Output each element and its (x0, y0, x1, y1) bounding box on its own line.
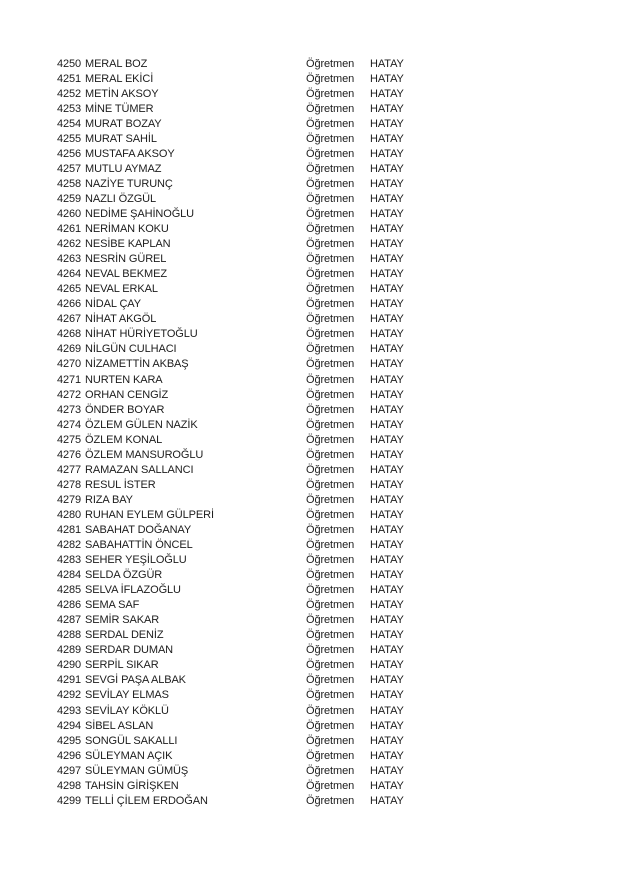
row-title: Öğretmen (306, 283, 355, 296)
row-title: Öğretmen (306, 358, 355, 371)
row-title: Öğretmen (306, 328, 355, 341)
row-number: 4259 (57, 192, 82, 205)
table-row (0, 282, 620, 297)
row-number: 4296 (57, 749, 82, 762)
row-name: NEVAL BEKMEZ (85, 268, 167, 281)
row-title: Öğretmen (306, 117, 355, 130)
table-row (0, 538, 620, 553)
row-name: NİLGÜN CULHACI (85, 343, 177, 356)
row-province: HATAY (370, 147, 404, 160)
row-number: 4270 (57, 358, 82, 371)
row-province: HATAY (370, 192, 404, 205)
table-row (0, 477, 620, 492)
row-title: Öğretmen (306, 508, 355, 521)
row-name: RUHAN EYLEM GÜLPERİ (85, 508, 214, 521)
table-row (0, 763, 620, 778)
row-province: HATAY (370, 433, 404, 446)
row-number: 4251 (57, 72, 82, 85)
row-name: TAHSİN GİRİŞKEN (85, 779, 179, 792)
table-row (0, 222, 620, 237)
table-row (0, 703, 620, 718)
row-number: 4252 (57, 87, 82, 100)
table-row (0, 447, 620, 462)
row-title: Öğretmen (306, 584, 355, 597)
table-row (0, 161, 620, 176)
row-name: ORHAN CENGİZ (85, 388, 169, 401)
row-province: HATAY (370, 508, 404, 521)
table-row (0, 252, 620, 267)
row-title: Öğretmen (306, 223, 355, 236)
row-province: HATAY (370, 599, 404, 612)
row-title: Öğretmen (306, 554, 355, 567)
table-row (0, 297, 620, 312)
row-province: HATAY (370, 328, 404, 341)
row-title: Öğretmen (306, 704, 355, 717)
row-name: SERPİL SIKAR (85, 659, 159, 672)
row-name: RESUL İSTER (85, 478, 156, 491)
row-title: Öğretmen (306, 779, 355, 792)
row-title: Öğretmen (306, 674, 355, 687)
row-number: 4281 (57, 523, 82, 536)
row-title: Öğretmen (306, 177, 355, 190)
row-number: 4250 (57, 57, 82, 70)
row-title: Öğretmen (306, 147, 355, 160)
row-name: SABAHAT DOĞANAY (85, 523, 192, 536)
row-name: MERAL BOZ (85, 57, 148, 70)
row-name: NAZLI ÖZGÜL (85, 192, 157, 205)
row-name: NESİBE KAPLAN (85, 238, 171, 251)
row-title: Öğretmen (306, 463, 355, 476)
row-province: HATAY (370, 539, 404, 552)
row-number: 4282 (57, 539, 82, 552)
row-province: HATAY (370, 298, 404, 311)
row-number: 4267 (57, 313, 82, 326)
table-row (0, 86, 620, 101)
row-title: Öğretmen (306, 403, 355, 416)
row-number: 4291 (57, 674, 82, 687)
row-title: Öğretmen (306, 448, 355, 461)
table-row (0, 673, 620, 688)
row-name: NEVAL ERKAL (85, 283, 158, 296)
row-number: 4257 (57, 162, 82, 175)
row-province: HATAY (370, 87, 404, 100)
table-row (0, 793, 620, 808)
row-title: Öğretmen (306, 734, 355, 747)
table-row (0, 372, 620, 387)
table-row (0, 357, 620, 372)
row-title: Öğretmen (306, 659, 355, 672)
row-title: Öğretmen (306, 493, 355, 506)
table-row (0, 206, 620, 221)
table-row (0, 342, 620, 357)
row-title: Öğretmen (306, 102, 355, 115)
row-number: 4261 (57, 223, 82, 236)
table-row (0, 507, 620, 522)
row-title: Öğretmen (306, 749, 355, 762)
row-title: Öğretmen (306, 614, 355, 627)
row-number: 4297 (57, 764, 82, 777)
row-name: SEVİLAY ELMAS (85, 689, 169, 702)
row-province: HATAY (370, 493, 404, 506)
row-number: 4292 (57, 689, 82, 702)
row-number: 4287 (57, 614, 82, 627)
row-title: Öğretmen (306, 478, 355, 491)
table-row (0, 522, 620, 537)
row-title: Öğretmen (306, 388, 355, 401)
row-title: Öğretmen (306, 794, 355, 807)
table-row (0, 733, 620, 748)
row-name: NİHAT HÜRİYETOĞLU (85, 328, 198, 341)
row-title: Öğretmen (306, 373, 355, 386)
table-row (0, 688, 620, 703)
table-row (0, 387, 620, 402)
row-name: NİHAT AKGÖL (85, 313, 157, 326)
row-number: 4293 (57, 704, 82, 717)
row-province: HATAY (370, 689, 404, 702)
row-name: MİNE TÜMER (85, 102, 154, 115)
row-province: HATAY (370, 132, 404, 145)
row-province: HATAY (370, 704, 404, 717)
table-row (0, 613, 620, 628)
row-title: Öğretmen (306, 689, 355, 702)
row-number: 4254 (57, 117, 82, 130)
row-number: 4295 (57, 734, 82, 747)
row-name: NESRİN GÜREL (85, 253, 167, 266)
row-title: Öğretmen (306, 629, 355, 642)
row-number: 4265 (57, 283, 82, 296)
row-number: 4258 (57, 177, 82, 190)
row-title: Öğretmen (306, 313, 355, 326)
row-number: 4274 (57, 418, 82, 431)
row-province: HATAY (370, 313, 404, 326)
table-row (0, 402, 620, 417)
row-name: TELLİ ÇİLEM ERDOĞAN (85, 794, 208, 807)
row-province: HATAY (370, 388, 404, 401)
row-name: SONGÜL SAKALLI (85, 734, 178, 747)
row-title: Öğretmen (306, 764, 355, 777)
row-number: 4294 (57, 719, 82, 732)
row-province: HATAY (370, 253, 404, 266)
row-province: HATAY (370, 523, 404, 536)
row-province: HATAY (370, 734, 404, 747)
table-row (0, 146, 620, 161)
row-title: Öğretmen (306, 192, 355, 205)
row-title: Öğretmen (306, 569, 355, 582)
row-number: 4299 (57, 794, 82, 807)
row-province: HATAY (370, 418, 404, 431)
table-row (0, 237, 620, 252)
row-title: Öğretmen (306, 298, 355, 311)
row-number: 4264 (57, 268, 82, 281)
row-province: HATAY (370, 358, 404, 371)
table-row (0, 553, 620, 568)
table-row (0, 267, 620, 282)
row-title: Öğretmen (306, 207, 355, 220)
row-name: NAZİYE TURUNÇ (85, 177, 173, 190)
table-row (0, 131, 620, 146)
row-number: 4269 (57, 343, 82, 356)
row-name: ÖZLEM MANSUROĞLU (85, 448, 204, 461)
row-title: Öğretmen (306, 539, 355, 552)
row-province: HATAY (370, 659, 404, 672)
row-name: ÖZLEM GÜLEN NAZİK (85, 418, 198, 431)
row-province: HATAY (370, 794, 404, 807)
row-name: SEVGİ PAŞA ALBAK (85, 674, 186, 687)
row-province: HATAY (370, 448, 404, 461)
row-name: SÜLEYMAN GÜMÜŞ (85, 764, 189, 777)
row-province: HATAY (370, 238, 404, 251)
row-name: RAMAZAN SALLANCI (85, 463, 194, 476)
row-number: 4283 (57, 554, 82, 567)
row-name: MERAL EKİCİ (85, 72, 154, 85)
row-name: NERİMAN KOKU (85, 223, 169, 236)
row-name: NİZAMETTİN AKBAŞ (85, 358, 189, 371)
table-row (0, 643, 620, 658)
row-name: NİDAL ÇAY (85, 298, 141, 311)
table-row (0, 583, 620, 598)
row-title: Öğretmen (306, 268, 355, 281)
row-name: ÖNDER BOYAR (85, 403, 165, 416)
row-title: Öğretmen (306, 87, 355, 100)
row-number: 4280 (57, 508, 82, 521)
row-province: HATAY (370, 463, 404, 476)
teacher-list (0, 56, 620, 808)
row-province: HATAY (370, 674, 404, 687)
row-title: Öğretmen (306, 343, 355, 356)
row-title: Öğretmen (306, 253, 355, 266)
row-number: 4273 (57, 403, 82, 416)
row-number: 4253 (57, 102, 82, 115)
row-province: HATAY (370, 343, 404, 356)
row-province: HATAY (370, 584, 404, 597)
table-row (0, 56, 620, 71)
row-number: 4276 (57, 448, 82, 461)
row-name: NURTEN KARA (85, 373, 163, 386)
row-number: 4268 (57, 328, 82, 341)
row-title: Öğretmen (306, 132, 355, 145)
row-name: SÜLEYMAN AÇIK (85, 749, 173, 762)
table-row (0, 71, 620, 86)
table-row (0, 598, 620, 613)
row-province: HATAY (370, 177, 404, 190)
row-province: HATAY (370, 779, 404, 792)
row-name: SEVİLAY KÖKLÜ (85, 704, 169, 717)
row-province: HATAY (370, 117, 404, 130)
table-row (0, 568, 620, 583)
row-number: 4288 (57, 629, 82, 642)
table-row (0, 628, 620, 643)
row-number: 4260 (57, 207, 82, 220)
row-name: METİN AKSOY (85, 87, 159, 100)
row-province: HATAY (370, 223, 404, 236)
row-name: ÖZLEM KONAL (85, 433, 163, 446)
row-name: MUTLU AYMAZ (85, 162, 162, 175)
row-province: HATAY (370, 749, 404, 762)
row-province: HATAY (370, 569, 404, 582)
row-name: SERDAR DUMAN (85, 644, 174, 657)
table-row (0, 492, 620, 507)
row-title: Öğretmen (306, 719, 355, 732)
row-province: HATAY (370, 554, 404, 567)
row-name: SABAHATTİN ÖNCEL (85, 539, 193, 552)
table-row (0, 658, 620, 673)
row-name: SEMA SAF (85, 599, 140, 612)
row-province: HATAY (370, 644, 404, 657)
row-province: HATAY (370, 72, 404, 85)
row-number: 4285 (57, 584, 82, 597)
row-number: 4278 (57, 478, 82, 491)
row-title: Öğretmen (306, 644, 355, 657)
row-number: 4266 (57, 298, 82, 311)
table-row (0, 432, 620, 447)
row-number: 4255 (57, 132, 82, 145)
row-name: MURAT BOZAY (85, 117, 162, 130)
row-name: NEDİME ŞAHİNOĞLU (85, 207, 195, 220)
table-row (0, 748, 620, 763)
row-province: HATAY (370, 283, 404, 296)
table-row (0, 176, 620, 191)
row-title: Öğretmen (306, 72, 355, 85)
row-number: 4298 (57, 779, 82, 792)
row-number: 4271 (57, 373, 82, 386)
row-province: HATAY (370, 614, 404, 627)
row-title: Öğretmen (306, 523, 355, 536)
row-number: 4289 (57, 644, 82, 657)
row-number: 4277 (57, 463, 82, 476)
row-name: SİBEL ASLAN (85, 719, 154, 732)
table-row (0, 417, 620, 432)
row-name: MUSTAFA AKSOY (85, 147, 175, 160)
table-row (0, 327, 620, 342)
row-province: HATAY (370, 403, 404, 416)
table-row (0, 778, 620, 793)
row-name: RIZA BAY (85, 493, 133, 506)
table-row (0, 101, 620, 116)
row-title: Öğretmen (306, 57, 355, 70)
row-number: 4256 (57, 147, 82, 160)
row-province: HATAY (370, 268, 404, 281)
row-number: 4286 (57, 599, 82, 612)
row-name: SEHER YEŞİLOĞLU (85, 554, 187, 567)
row-name: SELVA İFLAZOĞLU (85, 584, 181, 597)
table-row (0, 116, 620, 131)
row-province: HATAY (370, 629, 404, 642)
row-name: MURAT SAHİL (85, 132, 157, 145)
row-name: SEMİR SAKAR (85, 614, 160, 627)
table-row (0, 191, 620, 206)
row-title: Öğretmen (306, 238, 355, 251)
row-name: SELDA ÖZGÜR (85, 569, 163, 582)
row-province: HATAY (370, 207, 404, 220)
row-title: Öğretmen (306, 162, 355, 175)
row-province: HATAY (370, 373, 404, 386)
row-province: HATAY (370, 57, 404, 70)
table-row (0, 462, 620, 477)
row-name: SERDAL DENİZ (85, 629, 164, 642)
row-number: 4262 (57, 238, 82, 251)
row-number: 4272 (57, 388, 82, 401)
row-title: Öğretmen (306, 599, 355, 612)
row-title: Öğretmen (306, 418, 355, 431)
row-number: 4284 (57, 569, 82, 582)
row-number: 4279 (57, 493, 82, 506)
row-province: HATAY (370, 719, 404, 732)
row-province: HATAY (370, 162, 404, 175)
table-row (0, 718, 620, 733)
table-row (0, 312, 620, 327)
row-number: 4290 (57, 659, 82, 672)
row-title: Öğretmen (306, 433, 355, 446)
row-province: HATAY (370, 764, 404, 777)
row-province: HATAY (370, 478, 404, 491)
row-number: 4275 (57, 433, 82, 446)
row-number: 4263 (57, 253, 82, 266)
row-province: HATAY (370, 102, 404, 115)
